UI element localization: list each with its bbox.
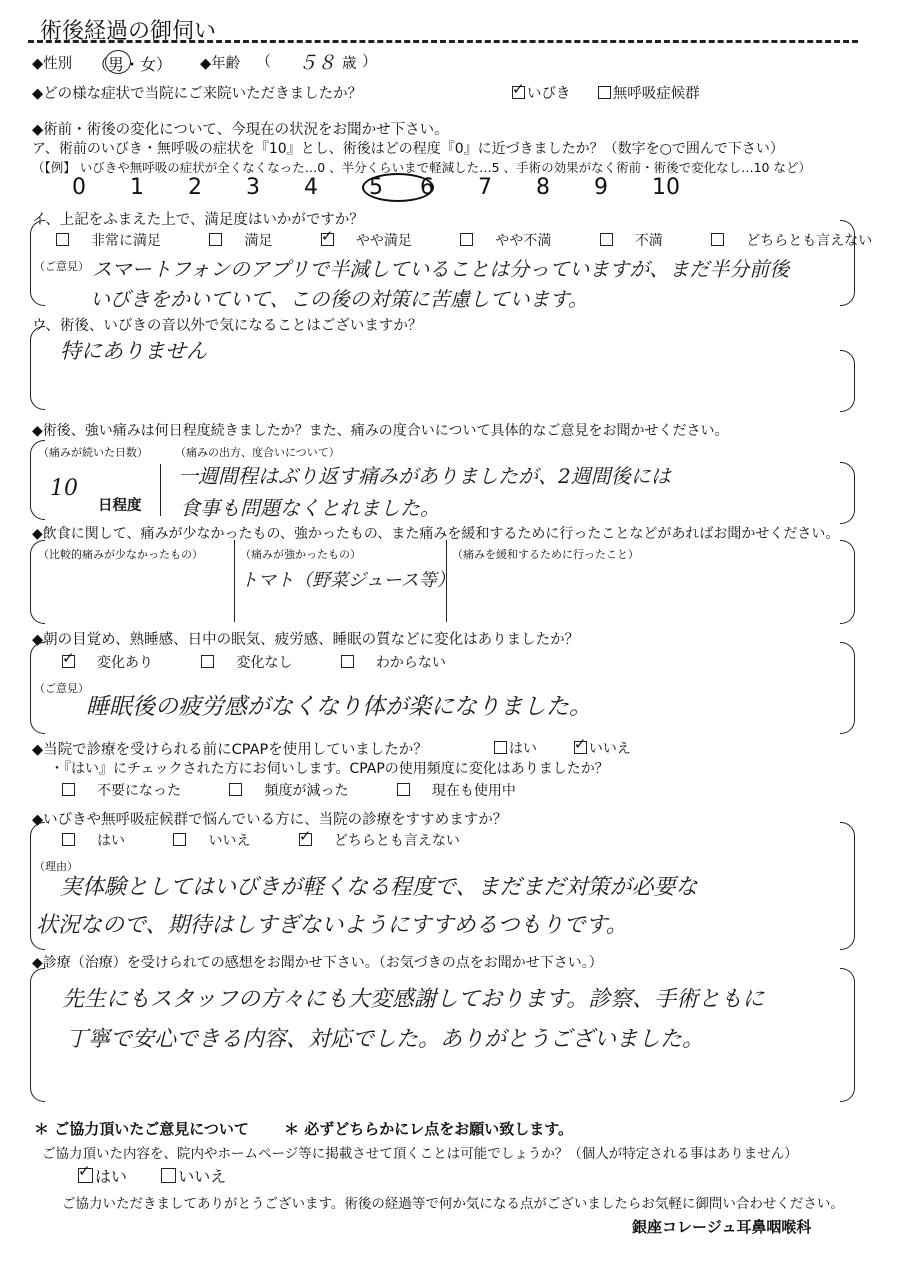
impression-bracket-left bbox=[30, 968, 45, 1102]
cpap-yes-checkbox[interactable] bbox=[494, 741, 507, 754]
food-divider-1 bbox=[234, 540, 235, 622]
scale-1[interactable]: 1 bbox=[130, 175, 144, 200]
satisfied-checkbox[interactable] bbox=[209, 233, 222, 246]
unsatisfied-label: 不満 bbox=[634, 233, 663, 249]
recommend-options bbox=[62, 830, 504, 850]
scale-0[interactable]: 0 bbox=[72, 175, 86, 200]
change-subquestion: ア、術前のいびき・無呼吸の症状を『10』とし、術後はどの程度『0』に近づきましたか？（数字を○で囲んで下さい） bbox=[32, 141, 784, 157]
scale-4[interactable]: 4 bbox=[304, 175, 318, 200]
other-bracket-left bbox=[30, 326, 45, 410]
food-col2-label: （痛みが強かったもの） bbox=[240, 548, 361, 561]
gender-options[interactable]: （男・女） bbox=[92, 55, 173, 74]
food-divider-2 bbox=[446, 540, 447, 622]
satisfaction-question: イ、上記をふまえた上で、満足度はいかがですか？ bbox=[32, 212, 364, 228]
scale-9[interactable]: 9 bbox=[594, 175, 608, 200]
cpap-reduced-label: 頻度が減った bbox=[264, 783, 349, 799]
sleep-unchanged-label: 変化なし bbox=[236, 655, 293, 671]
publish-yes-checkbox[interactable] bbox=[78, 1168, 93, 1183]
cpap-no-checkbox[interactable] bbox=[574, 741, 587, 754]
scale-2[interactable]: 2 bbox=[188, 175, 202, 200]
sleep-unchanged-checkbox[interactable] bbox=[201, 655, 214, 668]
apnea-checkbox[interactable] bbox=[598, 86, 611, 99]
cpap-unneeded-checkbox[interactable] bbox=[62, 783, 75, 796]
food-col1-label: （比較的痛みが少なかったもの） bbox=[38, 548, 203, 561]
page-title: 術後経過の御伺い bbox=[40, 19, 217, 44]
pain-days-label: （痛みが続いた日数） bbox=[38, 446, 148, 459]
title-divider bbox=[28, 40, 858, 43]
footer-question: ご協力頂いた内容を、院内やホームページ等に掲載させて頂くことは可能でしょうか？（個人が特定される事はありません） bbox=[42, 1146, 798, 1162]
impression-question: ◆診療（治療）を受けられての感想をお聞かせ下さい。（お気づきの点をお聞かせ下さい。） bbox=[32, 955, 603, 971]
sleep-changed-checkbox[interactable] bbox=[62, 655, 75, 668]
cpap-unneeded-label: 不要になった bbox=[97, 783, 181, 799]
cpap-reduced-checkbox[interactable] bbox=[229, 783, 242, 796]
sleep-question: ◆朝の目覚め、熟睡感、日中の眠気、疲労感、睡眠の質などに変化はありましたか？ bbox=[32, 632, 580, 648]
sleep-changed-label: 変化あり bbox=[97, 655, 153, 671]
age-label: ◆年齢 bbox=[200, 56, 241, 72]
change-example: （【例】 いびきや無呼吸の症状が全くなくなった…0 、半分くらいまで軽減した…5 、手術の効果がなく術前・術後で変化なし…10 など） bbox=[32, 160, 811, 175]
scale-3[interactable]: 3 bbox=[246, 175, 260, 200]
recommend-bracket-right bbox=[840, 822, 855, 950]
scale-10[interactable]: 10 bbox=[652, 175, 680, 200]
pain-days-value[interactable]: 10 bbox=[50, 476, 78, 501]
sleep-bracket-right bbox=[840, 642, 855, 734]
footer-heading-2: ＊ 必ずどちらかにレ点をお願い致します。 bbox=[284, 1120, 574, 1138]
satisfied-label: 満足 bbox=[244, 233, 273, 249]
change-scale bbox=[72, 173, 710, 202]
recommend-neutral-checkbox[interactable] bbox=[299, 833, 312, 846]
recommend-yes-label: はい bbox=[97, 833, 125, 849]
pain-column-divider bbox=[160, 464, 161, 516]
symptom-question: ◆どの様な症状で当院にご来院いただきましたか？ bbox=[32, 86, 363, 102]
publish-yes-label: はい bbox=[95, 1167, 128, 1186]
very-satisfied-label: 非常に満足 bbox=[91, 233, 161, 249]
food-col3-label: （痛みを緩和するために行ったこと） bbox=[452, 548, 639, 561]
recommend-question: ◆いびきや無呼吸症候群で悩んでいる方に、当院の診療をすすめますか？ bbox=[32, 812, 508, 828]
footer-heading-1: ＊ ご協力頂いたご意見について bbox=[34, 1120, 249, 1138]
impression-bracket-right bbox=[840, 968, 855, 1102]
somewhat-unsatisfied-checkbox[interactable] bbox=[460, 233, 473, 246]
sleep-opinion-label: （ご意見） bbox=[34, 682, 89, 695]
pain-degree-label: （痛みの出方、度合いについて） bbox=[175, 446, 340, 459]
cpap-no-label: いいえ bbox=[588, 741, 631, 757]
snoring-checkbox[interactable] bbox=[512, 86, 525, 99]
sleep-options bbox=[62, 652, 490, 672]
recommend-reason-line2[interactable]: 状況なので、期待はしすぎないようにすすめるつもりです。 bbox=[36, 913, 628, 938]
recommend-neutral-label: どちらとも言えない bbox=[333, 833, 460, 849]
publish-no-label: いいえ bbox=[178, 1167, 227, 1186]
recommend-no-checkbox[interactable] bbox=[173, 833, 186, 846]
apnea-label: 無呼吸症候群 bbox=[612, 86, 700, 102]
impression-line1[interactable]: 先生にもスタッフの方々にも大変感謝しております。診察、手術ともに bbox=[62, 987, 765, 1012]
somewhat-satisfied-checkbox[interactable] bbox=[321, 233, 334, 246]
neutral-checkbox[interactable] bbox=[711, 233, 724, 246]
food-bracket-right bbox=[840, 540, 855, 624]
cpap-still-using-label: 現在も使用中 bbox=[431, 783, 516, 799]
satisfaction-opinion-line2[interactable]: いびきをかいていて、この後の対策に苦慮しています。 bbox=[90, 287, 588, 311]
scale-6[interactable]: 6 bbox=[420, 175, 434, 200]
recommend-no-label: いいえ bbox=[208, 833, 251, 849]
recommend-reason-line1[interactable]: 実体験としてはいびきが軽くなる程度で、まだまだ対策が必要な bbox=[60, 875, 698, 900]
cpap-yes-label: はい bbox=[509, 741, 537, 757]
publish-no-checkbox[interactable] bbox=[161, 1168, 176, 1183]
cpap-sub-options bbox=[62, 780, 560, 800]
sleep-unknown-label: わからない bbox=[375, 655, 446, 671]
age-value[interactable]: ５８ bbox=[298, 52, 337, 74]
food-col2-value[interactable]: トマト（野菜ジュース等） bbox=[240, 570, 455, 591]
pain-days-unit: 日程度 bbox=[98, 498, 142, 514]
impression-line2[interactable]: 丁寧で安心できる内容、対応でした。ありがとうございました。 bbox=[66, 1027, 705, 1052]
change-question: ◆術前・術後の変化について、今現在の状況をお聞かせ下さい。 bbox=[32, 122, 449, 138]
food-question: ◆飲食に関して、痛みが少なかったもの、強かったもの、また痛みを緩和するために行ったことなどがあればお聞かせください。 bbox=[32, 526, 840, 542]
footer-thanks: ご協力いただきましてありがとうございます。術後の経過等で何か気になる点がございましたらお気軽に御問い合わせください。 bbox=[62, 1196, 844, 1212]
other-question: ウ、術後、いびきの音以外で気になることはございますか？ bbox=[32, 318, 423, 334]
somewhat-unsatisfied-label: やや不満 bbox=[495, 233, 552, 249]
pain-question: ◆術後、強い痛みは何日程度続きましたか？また、痛みの度合いについて具体的なご意見をお聞かせください。 bbox=[32, 423, 729, 439]
gender-selected-circle bbox=[105, 50, 131, 74]
scale-7[interactable]: 7 bbox=[478, 175, 492, 200]
pain-degree-line1[interactable]: 一週間程はぶり返す痛みがありましたが、2週間後には bbox=[178, 464, 671, 488]
very-satisfied-checkbox[interactable] bbox=[56, 233, 69, 246]
scale-8[interactable]: 8 bbox=[536, 175, 550, 200]
pain-bracket-right bbox=[840, 462, 855, 524]
cpap-question: ◆当院で診療を受けられる前にCPAPを使用していましたか？ bbox=[32, 742, 428, 758]
somewhat-satisfied-label: やや満足 bbox=[355, 233, 412, 249]
age-unit: 歳 bbox=[342, 56, 357, 72]
recommend-reason-label: （理由） bbox=[34, 860, 78, 873]
other-answer[interactable]: 特にありません bbox=[60, 339, 207, 363]
clinic-name: 銀座コレージュ耳鼻咽喉科 bbox=[632, 1218, 812, 1236]
sleep-opinion[interactable]: 睡眠後の疲労感がなくなり体が楽になりました。 bbox=[86, 694, 592, 720]
snoring-label: いびき bbox=[527, 86, 571, 102]
unsatisfied-checkbox[interactable] bbox=[600, 233, 613, 246]
neutral-label: どちらとも言えない bbox=[746, 233, 873, 249]
satisfaction-options bbox=[56, 230, 900, 250]
other-bracket-right bbox=[840, 350, 855, 412]
gender-label: ◆性別 bbox=[32, 56, 73, 72]
sleep-unknown-checkbox[interactable] bbox=[341, 655, 354, 668]
pain-degree-line2[interactable]: 食事も問題なくとれました。 bbox=[180, 496, 440, 520]
cpap-still-using-checkbox[interactable] bbox=[397, 783, 410, 796]
satisfaction-opinion-line1[interactable]: スマートフォンのアプリで半減していることは分っていますが、まだ半分前後 bbox=[92, 257, 790, 281]
scale-5[interactable]: 5 bbox=[362, 173, 420, 202]
cpap-subquestion: ・『はい』にチェックされた方にお伺いします。CPAPの使用頻度に変化はありましたか？ bbox=[50, 761, 609, 777]
satisfaction-opinion-label: （ご意見） bbox=[34, 260, 89, 273]
recommend-yes-checkbox[interactable] bbox=[62, 833, 75, 846]
